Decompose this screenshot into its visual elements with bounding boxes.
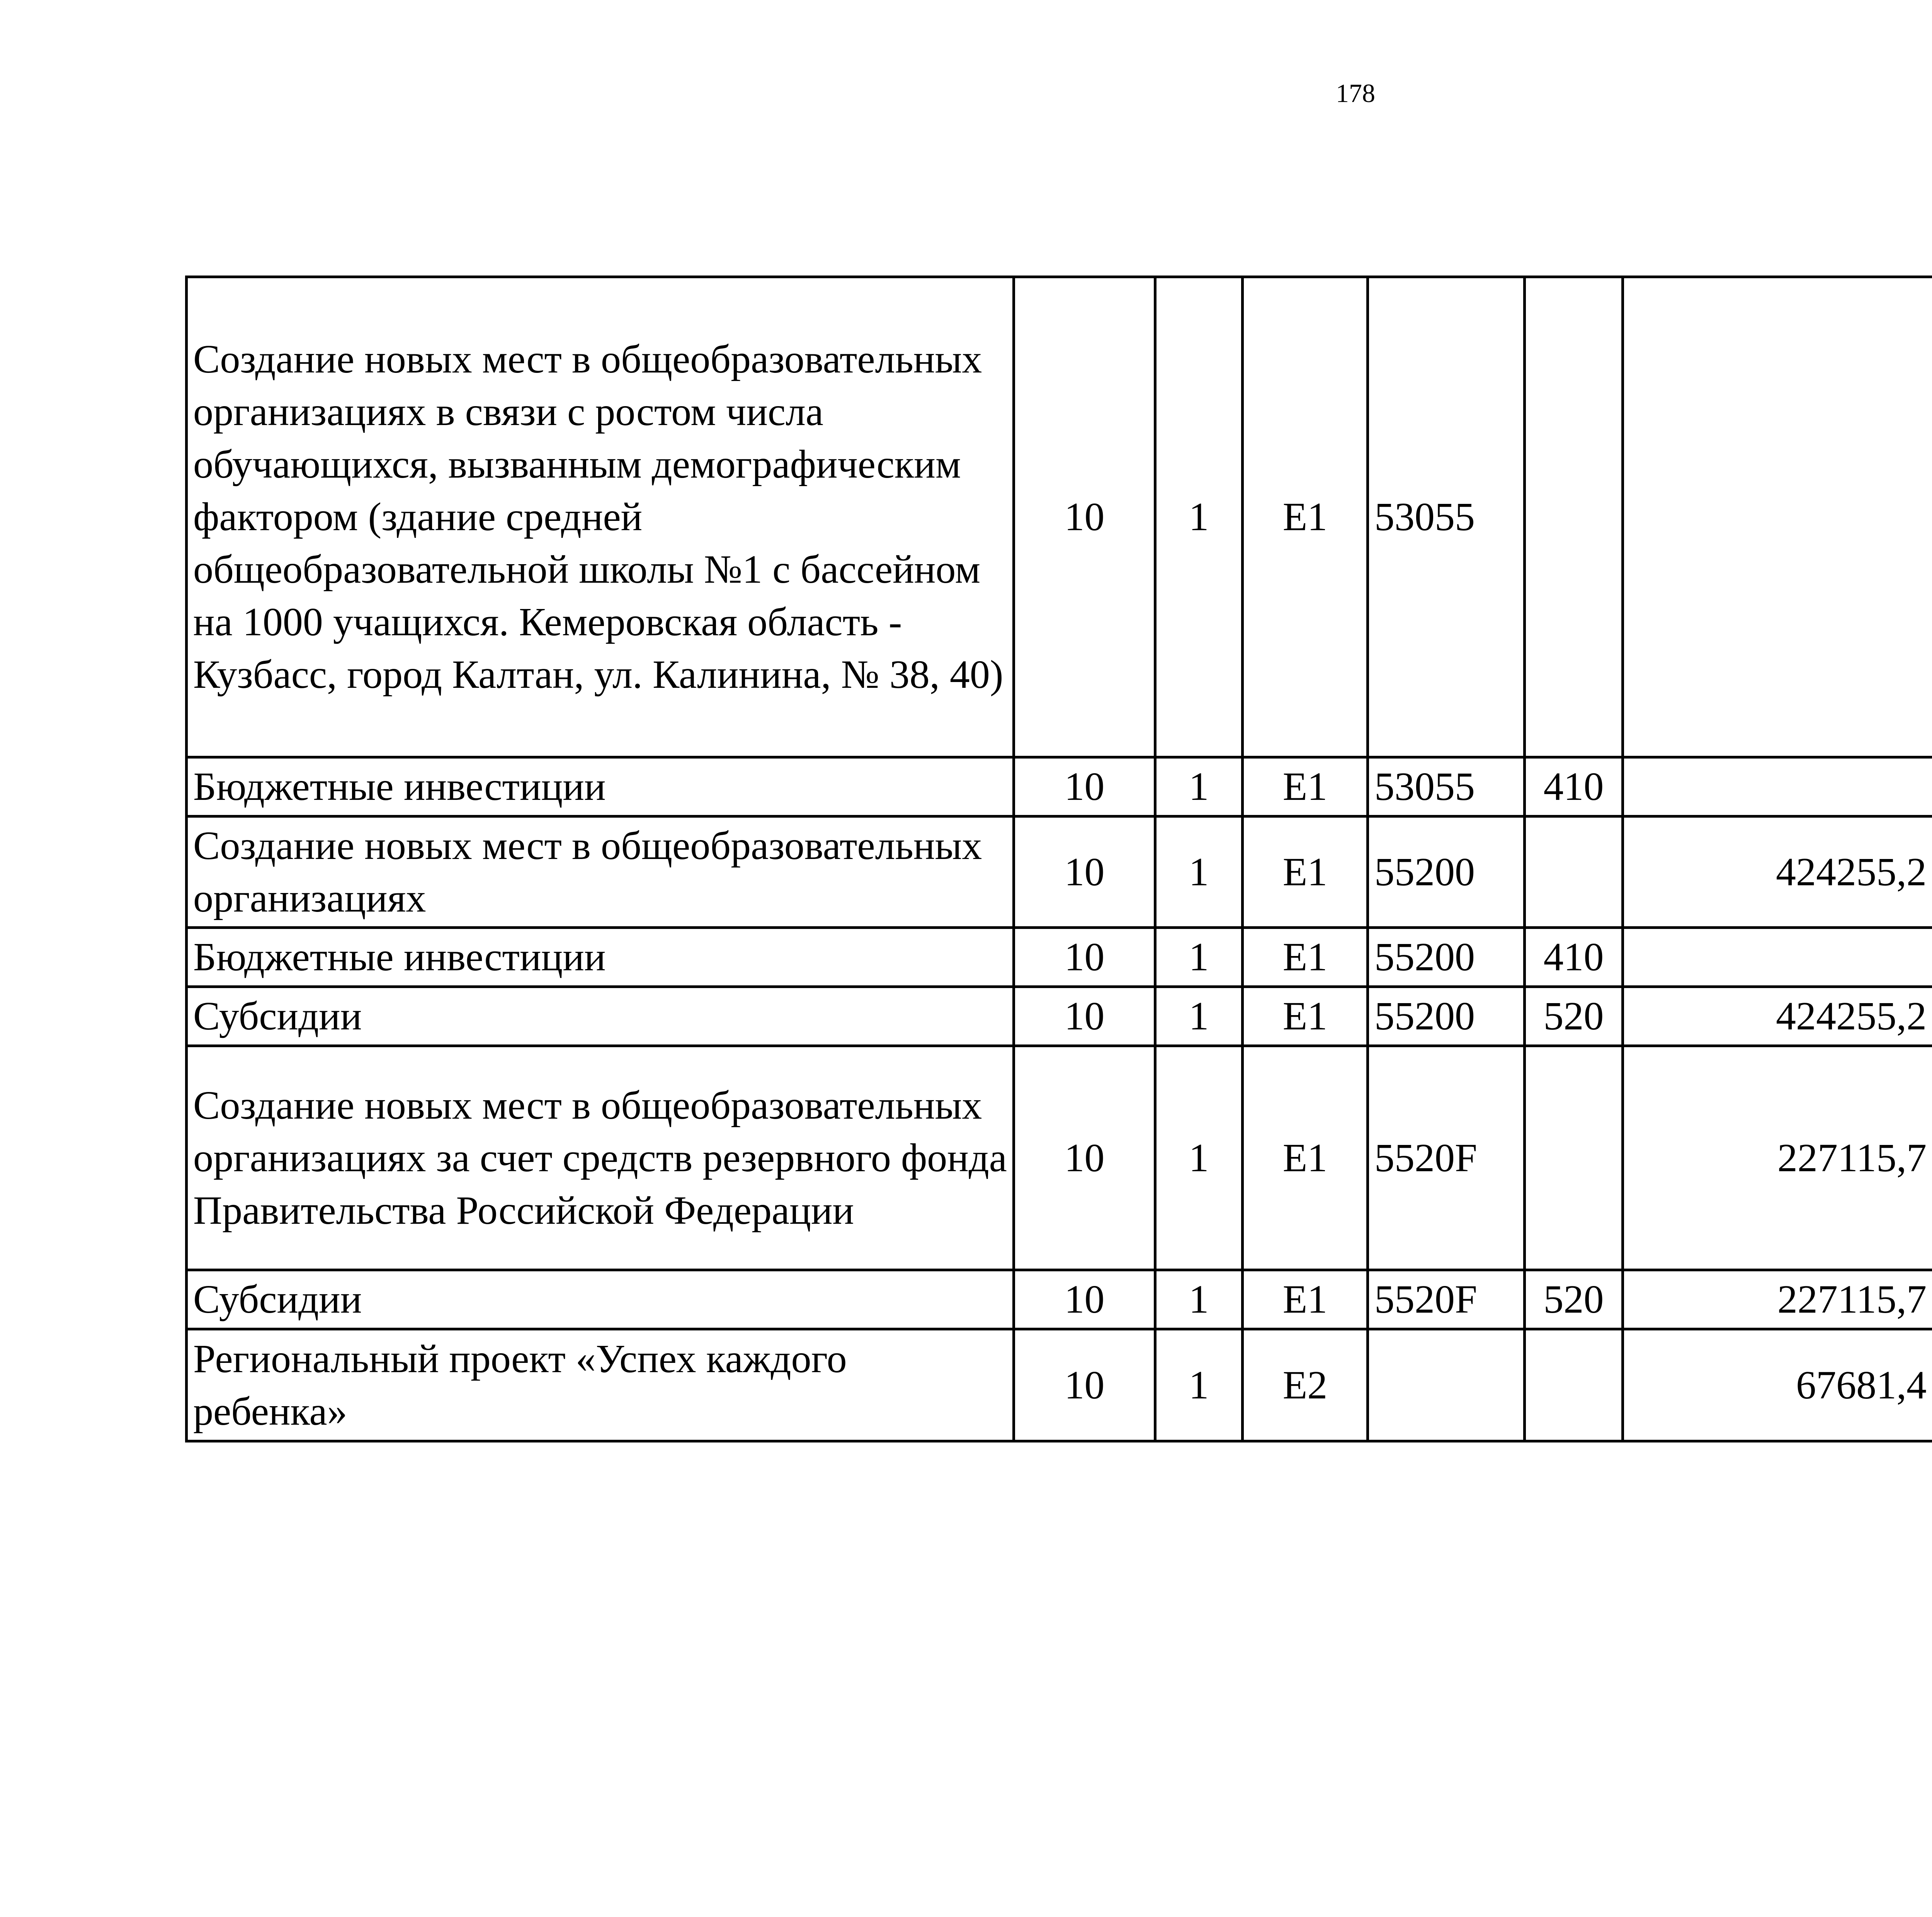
table-row <box>187 816 1932 928</box>
section-cell: 10 <box>1014 987 1155 1046</box>
row-name: Региональный проект «Успех каждого ребенка» <box>187 1329 1014 1441</box>
program-cell: E1 <box>1243 1046 1368 1270</box>
sum-1-cell: 227115,7 <box>1623 1046 1932 1270</box>
subsection-cell: 1 <box>1155 757 1243 816</box>
direction-cell: 55200 <box>1368 816 1525 928</box>
budget-table <box>185 276 1932 1442</box>
direction-cell: 5520F <box>1368 1270 1525 1329</box>
expense-type-cell: 410 <box>1525 757 1623 816</box>
expense-type-cell <box>1525 1329 1623 1441</box>
table-row <box>187 1046 1932 1270</box>
sum-1-cell: 67681,4 <box>1623 1329 1932 1441</box>
row-name: Создание новых мест в общеобразовательных организациях за счет средств резервного фонда Правительства Российской Федерации <box>187 1046 1014 1270</box>
expense-type-cell <box>1525 1046 1623 1270</box>
section-cell: 10 <box>1014 1270 1155 1329</box>
page-number: 178 <box>1336 78 1375 108</box>
section-cell: 10 <box>1014 757 1155 816</box>
row-name: Создание новых мест в общеобразовательных организациях в связи с ростом числа обучающихся, вызванным демографическим фактором (здание средней общеобразовательной школы №1 с бассейном на 1000 учащихся. Кемеровская область - Кузбасс, город Калтан, ул. Калинина, № 38, 40) <box>187 277 1014 757</box>
row-name: Бюджетные инвестиции <box>187 757 1014 816</box>
direction-cell: 53055 <box>1368 757 1525 816</box>
sum-1-cell: 424255,2 <box>1623 987 1932 1046</box>
table-row <box>187 1270 1932 1329</box>
expense-type-cell <box>1525 277 1623 757</box>
row-name: Субсидии <box>187 987 1014 1046</box>
program-cell: E1 <box>1243 757 1368 816</box>
direction-cell <box>1368 1329 1525 1441</box>
row-name: Субсидии <box>187 1270 1014 1329</box>
sum-1-cell <box>1623 928 1932 987</box>
expense-type-cell: 520 <box>1525 1270 1623 1329</box>
program-cell: E1 <box>1243 1270 1368 1329</box>
section-cell: 10 <box>1014 816 1155 928</box>
program-cell: E1 <box>1243 816 1368 928</box>
table-row <box>187 987 1932 1046</box>
table-row <box>187 1329 1932 1441</box>
expense-type-cell <box>1525 816 1623 928</box>
sum-1-cell: 424255,2 <box>1623 816 1932 928</box>
subsection-cell: 1 <box>1155 816 1243 928</box>
program-cell: E2 <box>1243 1329 1368 1441</box>
row-name: Бюджетные инвестиции <box>187 928 1014 987</box>
sum-1-cell: 227115,7 <box>1623 1270 1932 1329</box>
subsection-cell: 1 <box>1155 277 1243 757</box>
subsection-cell: 1 <box>1155 1046 1243 1270</box>
direction-cell: 5520F <box>1368 1046 1525 1270</box>
section-cell: 10 <box>1014 277 1155 757</box>
section-cell: 10 <box>1014 1046 1155 1270</box>
direction-cell: 53055 <box>1368 277 1525 757</box>
table-row <box>187 928 1932 987</box>
table-row <box>187 757 1932 816</box>
section-cell: 10 <box>1014 1329 1155 1441</box>
subsection-cell: 1 <box>1155 928 1243 987</box>
sum-1-cell <box>1623 277 1932 757</box>
sum-1-cell <box>1623 757 1932 816</box>
expense-type-cell: 410 <box>1525 928 1623 987</box>
program-cell: E1 <box>1243 987 1368 1046</box>
table-row <box>187 277 1932 757</box>
direction-cell: 55200 <box>1368 987 1525 1046</box>
row-name: Создание новых мест в общеобразовательных организациях <box>187 816 1014 928</box>
program-cell: E1 <box>1243 277 1368 757</box>
program-cell: E1 <box>1243 928 1368 987</box>
subsection-cell: 1 <box>1155 1329 1243 1441</box>
expense-type-cell: 520 <box>1525 987 1623 1046</box>
subsection-cell: 1 <box>1155 1270 1243 1329</box>
section-cell: 10 <box>1014 928 1155 987</box>
subsection-cell: 1 <box>1155 987 1243 1046</box>
direction-cell: 55200 <box>1368 928 1525 987</box>
